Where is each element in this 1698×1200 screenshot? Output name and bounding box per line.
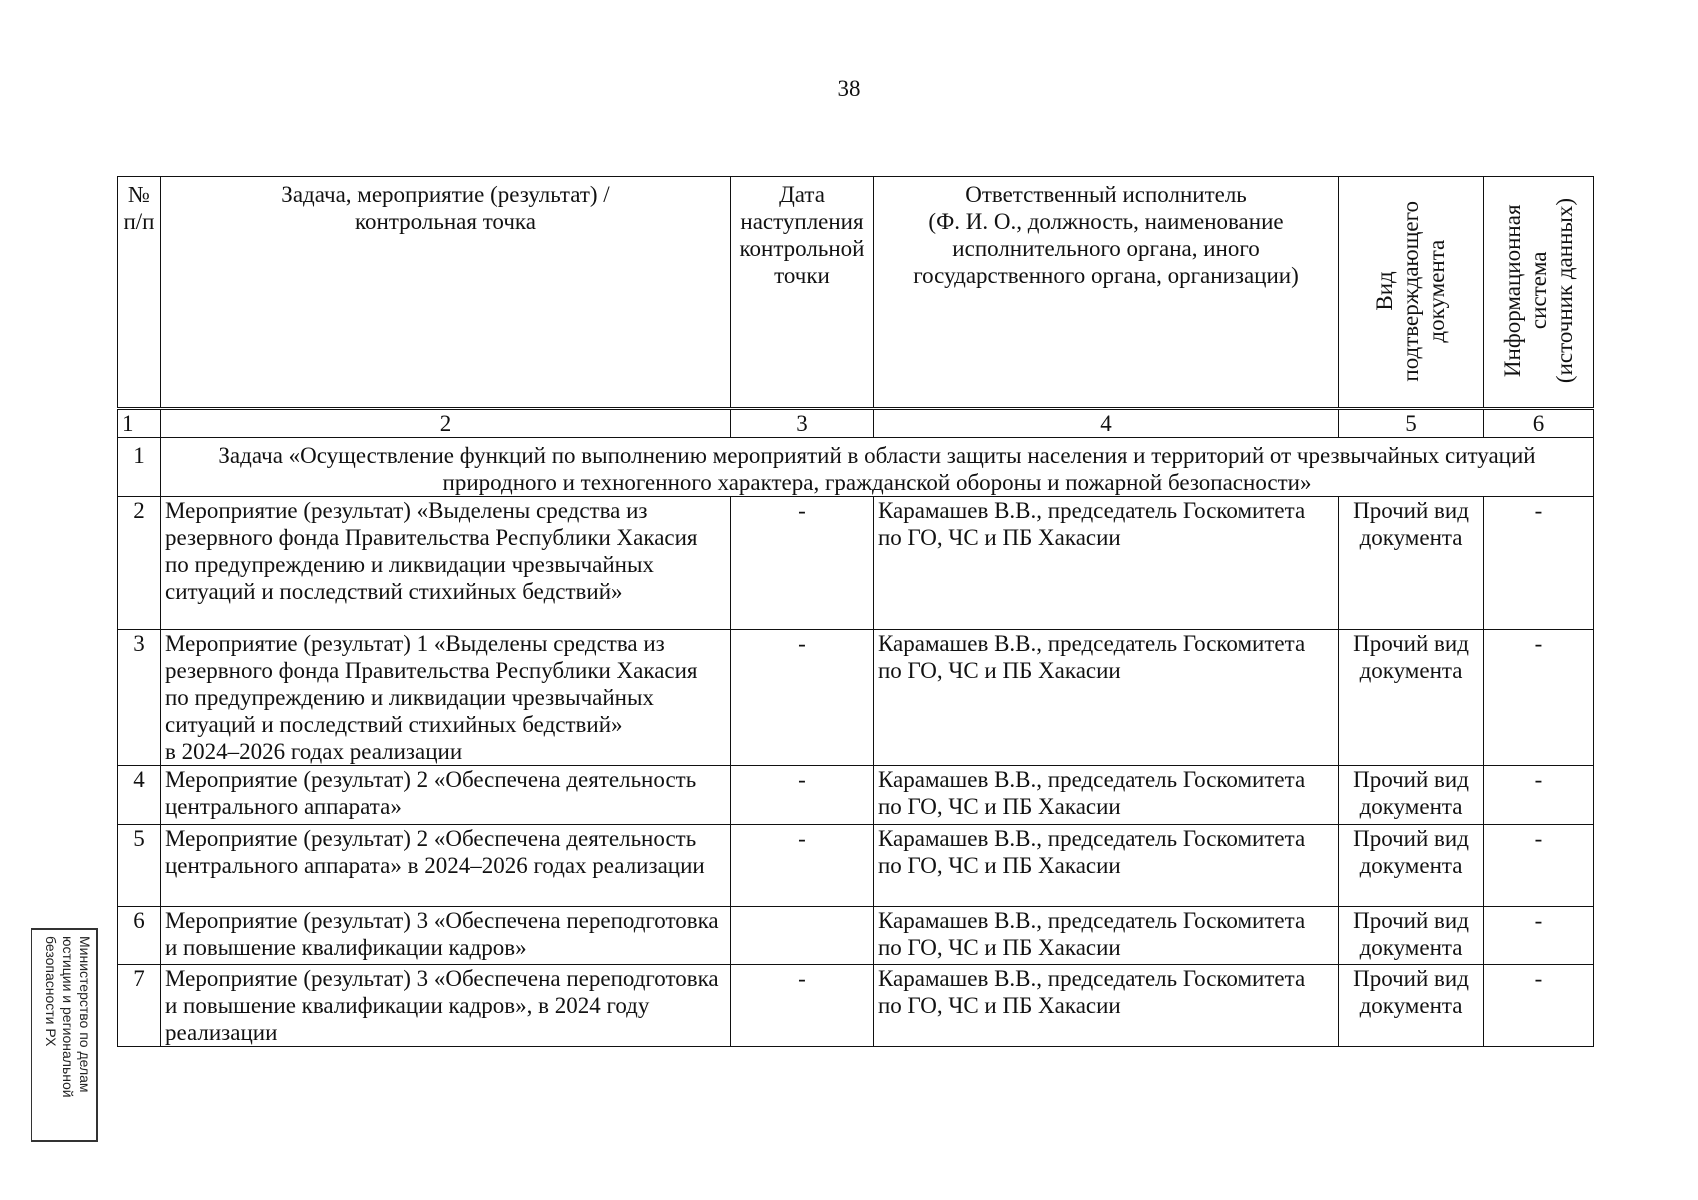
row-document-type: Прочий вид документа	[1339, 766, 1484, 825]
stamp-text	[32, 930, 96, 1140]
column-number: 5	[1339, 410, 1484, 438]
row-information-system: -	[1484, 907, 1594, 965]
table-row	[118, 825, 1594, 907]
registration-stamp	[31, 928, 98, 1142]
row-information-system: -	[1484, 630, 1594, 766]
stamp-line: безопасности РХ	[43, 936, 59, 1047]
row-date: -	[731, 766, 874, 825]
column-number: 4	[874, 410, 1339, 438]
row-number: 3	[118, 630, 161, 766]
column-number: 2	[161, 410, 731, 438]
row-information-system: -	[1484, 965, 1594, 1047]
row-executor: Карамашев В.В., председатель Госкомитета по ГО, ЧС и ПБ Хакасии	[874, 907, 1339, 965]
row-activity: Мероприятие (результат) «Выделены средства из резервного фонда Правительства Республики Хакасия по предупреждению и ликвидации чрезвычайных ситуаций и последствий стихийных бедствий»	[161, 497, 731, 630]
row-executor: Карамашев В.В., председатель Госкомитета по ГО, ЧС и ПБ Хакасии	[874, 630, 1339, 766]
row-number: 7	[118, 965, 161, 1047]
row-document-type: Прочий вид документа	[1339, 907, 1484, 965]
row-date: -	[731, 825, 874, 907]
column-number-row	[118, 410, 1594, 438]
header-number: № п/п	[118, 177, 161, 408]
row-executor: Карамашев В.В., председатель Госкомитета по ГО, ЧС и ПБ Хакасии	[874, 766, 1339, 825]
row-information-system: -	[1484, 766, 1594, 825]
row-executor: Карамашев В.В., председатель Госкомитета по ГО, ЧС и ПБ Хакасии	[874, 825, 1339, 907]
stamp-line: юстиции и региональной	[60, 936, 76, 1098]
row-date: -	[731, 630, 874, 766]
header-date: Дата наступления контрольной точки	[731, 177, 874, 408]
row-document-type: Прочий вид документа	[1339, 965, 1484, 1047]
table-row	[118, 497, 1594, 630]
table-row	[118, 907, 1594, 965]
row-document-type: Прочий вид документа	[1339, 497, 1484, 630]
row-number: 4	[118, 766, 161, 825]
task-row	[118, 438, 1594, 497]
task-title: Задача «Осуществление функций по выполнению мероприятий в области защиты населения и территорий от чрезвычайных ситуаций природного и техногенного характера, гражданской обороны и пожарной безопасности»	[161, 438, 1594, 497]
header-information-system-text: Информационная система (источник данных)	[1499, 198, 1577, 384]
row-activity: Мероприятие (результат) 3 «Обеспечена переподготовка и повышение квалификации кадров»	[161, 907, 731, 965]
header-document-type	[1339, 177, 1484, 408]
row-executor: Карамашев В.В., председатель Госкомитета по ГО, ЧС и ПБ Хакасии	[874, 497, 1339, 630]
row-information-system: -	[1484, 825, 1594, 907]
row-activity: Мероприятие (результат) 2 «Обеспечена деятельность центрального аппарата»	[161, 766, 731, 825]
row-activity: Мероприятие (результат) 3 «Обеспечена переподготовка и повышение квалификации кадров», в 2024 году реализации	[161, 965, 731, 1047]
row-information-system: -	[1484, 497, 1594, 630]
table-row	[118, 766, 1594, 825]
row-number: 5	[118, 825, 161, 907]
header-information-system	[1484, 177, 1594, 408]
row-number: 6	[118, 907, 161, 965]
row-activity: Мероприятие (результат) 1 «Выделены средства из резервного фонда Правительства Республики Хакасия по предупреждению и ликвидации чрезвычайных ситуаций и последствий стихийных бедствий» в 2024–2026 годах реализации	[161, 630, 731, 766]
row-number: 2	[118, 497, 161, 630]
table-row	[118, 630, 1594, 766]
column-number: 6	[1484, 410, 1594, 438]
task-number: 1	[118, 438, 161, 497]
header-activity: Задача, мероприятие (результат) / контрольная точка	[161, 177, 731, 408]
row-date	[731, 907, 874, 965]
header-document-type-text: Вид подтверждающего документа	[1372, 200, 1449, 382]
row-executor: Карамашев В.В., председатель Госкомитета по ГО, ЧС и ПБ Хакасии	[874, 965, 1339, 1047]
header-executor: Ответственный исполнитель (Ф. И. О., должность, наименование исполнительного органа, иного государственного органа, организации)	[874, 177, 1339, 408]
row-activity: Мероприятие (результат) 2 «Обеспечена деятельность центрального аппарата» в 2024–2026 годах реализации	[161, 825, 731, 907]
table-body	[117, 409, 1594, 1047]
column-number: 1	[118, 410, 161, 438]
row-document-type: Прочий вид документа	[1339, 630, 1484, 766]
row-date: -	[731, 497, 874, 630]
table-row	[118, 965, 1594, 1047]
table-header	[117, 176, 1594, 408]
row-date: -	[731, 965, 874, 1047]
row-document-type: Прочий вид документа	[1339, 825, 1484, 907]
page-number: 38	[837, 76, 861, 101]
column-number: 3	[731, 410, 874, 438]
stamp-line: Министерство по делам	[77, 936, 93, 1093]
